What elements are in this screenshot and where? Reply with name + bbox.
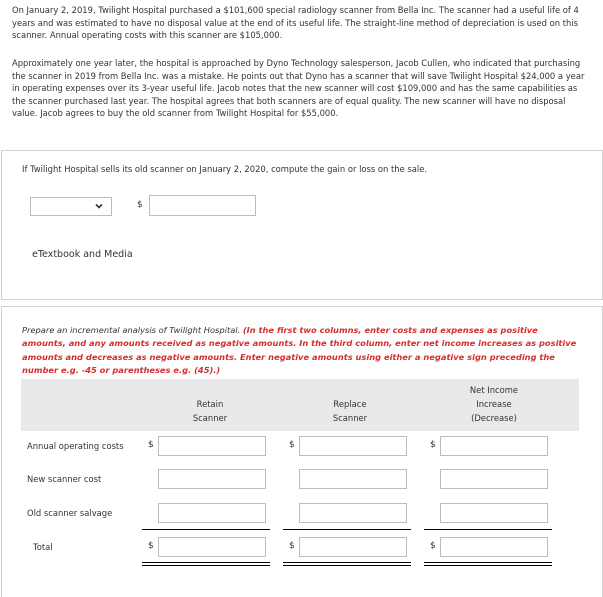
total-retain-currency: $ (148, 541, 154, 551)
row1-retain-currency: $ (148, 440, 154, 450)
col-header-replace (320, 397, 380, 425)
subtotal-rule-net (424, 529, 552, 530)
total-rule-net-2 (424, 565, 552, 566)
instructions-plain: Prepare an incremental analysis of Twilight Hospital. (22, 325, 241, 335)
net-old-scanner-salvage-input[interactable] (440, 503, 548, 523)
row-label-total: Total (33, 542, 53, 552)
total-rule-retain-1 (142, 562, 270, 563)
replace-old-scanner-salvage-input[interactable] (299, 503, 407, 523)
total-rule-replace-2 (283, 565, 411, 566)
retain-total-input[interactable] (158, 537, 266, 557)
replace-operating-costs-input[interactable] (299, 436, 407, 456)
problem-paragraph-2: Approximately one year later, the hospital is approached by Dyno Technology salesperson, Jacob Cullen, who indicated that purchasing the scanner in 2019 from Bella Inc. was a mistake. He points out that Dyno has a scanner that will save Twilight Hospital $24,000 a year in operating expenses over its 3-year useful life. Jacob notes that the new scanner will cost $109,000 and has the same capabilities as the scanner purchased last year. The hospital agrees that both scanners are of equal quality. The new scanner will have no disposal value. Jacob agrees to buy the old scanner from Twilight Hospital for $55,000. (12, 58, 585, 119)
row1-replace-currency: $ (289, 440, 295, 450)
col-header-retain-line2: Scanner (192, 413, 228, 423)
retain-new-scanner-cost-input[interactable] (158, 469, 266, 489)
total-replace-currency: $ (289, 541, 295, 551)
total-net-currency: $ (430, 541, 436, 551)
col-header-replace-line2: Scanner (332, 413, 368, 423)
replace-new-scanner-cost-input[interactable] (299, 469, 407, 489)
retain-old-scanner-salvage-input[interactable] (158, 503, 266, 523)
total-rule-replace-1 (283, 562, 411, 563)
currency-symbol: $ (137, 200, 143, 210)
retain-operating-costs-input[interactable] (158, 436, 266, 456)
row-label-old-scanner-salvage: Old scanner salvage (27, 508, 113, 518)
part1-question: If Twilight Hospital sells its old scanner on January 2, 2020, compute the gain or loss on the sale. (22, 164, 428, 174)
net-total-input[interactable] (440, 537, 548, 557)
problem-paragraph-1: On January 2, 2019, Twilight Hospital purchased a $101,600 special radiology scanner from Bella Inc. The scanner had a useful life of 4 years and was estimated to have no disposal value at the end of its useful life. The straight-line method of depreciation is used on this scanner. Annual operating costs with this scanner are $105,000. (12, 5, 579, 41)
row-label-new-scanner-cost: New scanner cost (27, 474, 102, 484)
subtotal-rule-replace (283, 529, 411, 530)
col-header-replace-line1: Replace (333, 399, 367, 409)
gain-loss-select[interactable] (30, 197, 112, 216)
net-operating-costs-input[interactable] (440, 436, 548, 456)
total-rule-retain-2 (142, 565, 270, 566)
gain-loss-amount-input[interactable] (149, 195, 256, 216)
etextbook-link[interactable]: eTextbook and Media (32, 249, 133, 260)
col-header-retain-line1: Retain (196, 399, 224, 409)
total-rule-net-1 (424, 562, 552, 563)
net-new-scanner-cost-input[interactable] (440, 469, 548, 489)
instructions-red: (In the first two columns, enter costs and expenses as positive amounts, and any amounts received as negative amounts. In the third column, enter net income increases as positive amounts and decreases as negative amounts. Enter negative amounts using either a negative sign preceding the number e.g. -45 or parentheses e.g. (45).) (22, 325, 577, 376)
chevron-down-icon (95, 203, 103, 210)
col-header-net-line3: (Decrease) (471, 413, 517, 423)
row1-net-currency: $ (430, 440, 436, 450)
row-label-operating-costs: Annual operating costs (27, 441, 124, 451)
col-header-retain (180, 397, 240, 425)
subtotal-rule-retain (142, 529, 270, 530)
instructions (22, 324, 582, 378)
col-header-net-line2: Increase (476, 399, 512, 409)
replace-total-input[interactable] (299, 537, 407, 557)
col-header-net-line1: Net Income (469, 385, 519, 395)
col-header-net (458, 383, 530, 425)
